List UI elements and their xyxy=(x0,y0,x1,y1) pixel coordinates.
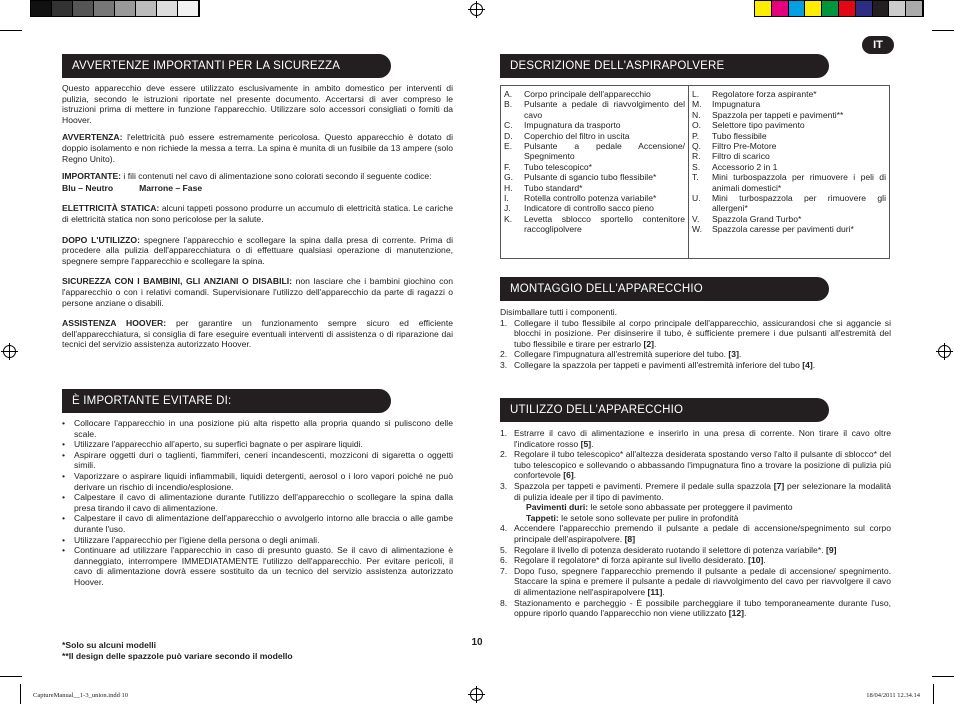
description-row xyxy=(692,193,886,214)
language-badge: IT xyxy=(862,36,894,54)
warning-text: l'elettricità può essere estremamente pericolosa. Questo apparecchio è dotato di doppio isolamento e non richiede la messa a terra. La spina è munita di un fusibile da 13 ampere (solo Regno Unito). xyxy=(62,132,453,164)
description-label: Accessorio 2 in 1 xyxy=(712,161,778,172)
description-key: V. xyxy=(692,213,700,224)
step-number: 8. xyxy=(500,597,508,608)
step-end: . xyxy=(591,438,594,449)
step-end: . xyxy=(662,586,665,597)
description-label: Tubo telescopico* xyxy=(524,161,592,172)
figure-ref: [2] xyxy=(643,338,654,349)
wire-brown: Marrone – Fase xyxy=(139,182,203,193)
after-use-text: spegnere l'apparecchio e scollegare la spina dalla presa di corrente. Prima di procedere alla pulizia dell'apparecchiatura o di effettuare qualsiasi operazione di manutenzione, spegnere sempre l'apparecchio e scollegare la spina. xyxy=(62,234,453,266)
figure-ref: [12] xyxy=(728,608,745,619)
step-end: . xyxy=(653,338,657,349)
description-label: Pulsante a pedale Accensione/ Spegnimento xyxy=(524,141,685,162)
figure-ref: [3] xyxy=(728,349,739,360)
usage-header: UTILIZZO DELL'APPARECCHIO xyxy=(500,398,829,422)
children-paragraph xyxy=(62,276,453,308)
description-label: Tubo flessibile xyxy=(712,130,767,141)
step-number: 7. xyxy=(500,565,508,576)
description-row xyxy=(692,131,886,141)
color-swatch xyxy=(755,1,772,16)
step-number: 2. xyxy=(500,449,508,460)
assistance-text: per garantire un funzionamento sempre sicuro ed efficiente dell'apparecchiatura, si consiglia di fare eseguire eventuali interventi di assistenza o di riparazione dai tecnici del servizio assistenza autorizzato Hoover. xyxy=(62,318,453,350)
crop-mark xyxy=(0,676,22,677)
description-key: G. xyxy=(504,172,514,183)
safety-intro: Questo apparecchio deve essere utilizzato esclusivamente in ambito domestico per interventi di pulizia, secondo le istruzioni riportate nel presente documento. Accertarsi di aver compreso le istruzioni prima di mettere in funzione l'apparecchio. Utilizzare solo accessori consigliati o forniti da Hoover. xyxy=(62,83,453,125)
assembly-header: MONTAGGIO DELL'APPARECCHIO xyxy=(500,277,829,301)
step-text: Collegare l'impugnatura all'estremità superiore del tubo. xyxy=(514,349,729,360)
color-swatch xyxy=(856,1,873,16)
step-item xyxy=(500,566,891,598)
gray-swatch xyxy=(52,1,73,16)
description-row xyxy=(504,162,685,172)
color-swatch xyxy=(822,1,839,16)
description-label: Mini turbospazzola per rimuovere i peli di animali domestici* xyxy=(712,172,886,193)
description-label: Levetta sblocco sportello contenitore raccoglipolvere xyxy=(524,213,685,235)
step-item xyxy=(500,349,891,360)
figure-ref: [8] xyxy=(624,533,636,544)
figure-ref: [5] xyxy=(580,438,592,449)
static-label: ELETTRICITÀ STATICA: xyxy=(62,203,160,214)
step-item xyxy=(500,545,891,556)
wire-blue: Blu – Neutro xyxy=(62,182,114,193)
description-right-col xyxy=(689,86,889,258)
registration-mark-bottom xyxy=(470,688,483,701)
floor-mode-carpet-text: le setole sono sollevate per pulire in profondità xyxy=(558,512,739,523)
gray-swatch xyxy=(178,1,199,16)
description-key: Q. xyxy=(692,141,702,152)
description-row xyxy=(692,99,886,109)
description-key: D. xyxy=(504,130,513,141)
description-row xyxy=(692,224,886,234)
description-key: H. xyxy=(504,182,513,193)
figure-ref: [6] xyxy=(563,470,574,481)
step-text: Regolare il tubo telescopico* all'altezza desiderata spostando verso l'alto il pulsante di sblocco* del tubo telescopico e sollevando o abbassando l'impugnatura fino a trovare la posizione di pulizia più confortevole xyxy=(514,449,891,481)
avoid-item: • Calpestare il cavo di alimentazione durante l'utilizzo dell'apparecchio o scollegare la spina dalla presa tirando il cavo di alimentazione. xyxy=(62,492,453,513)
description-row xyxy=(504,99,685,120)
floor-mode-hard-label: Pavimenti duri: xyxy=(526,502,589,513)
crop-mark xyxy=(933,684,934,704)
description-label: Impugnatura xyxy=(712,99,761,110)
step-item xyxy=(500,318,891,350)
description-row xyxy=(504,183,685,193)
step-end: . xyxy=(573,470,577,481)
grayscale-bar xyxy=(30,0,200,17)
step-text: Accendere l'apparecchio premendo il pulsante a pedale di accensione/spegnimento sul corpo principale dell'aspirapolvere. xyxy=(514,523,891,544)
description-key: K. xyxy=(504,213,513,224)
step-number: 1. xyxy=(500,428,508,438)
wire-codes xyxy=(62,183,453,194)
description-row xyxy=(692,214,886,224)
description-label: Spazzola caresse per pavimenti duri* xyxy=(712,224,854,235)
crop-mark xyxy=(0,30,22,31)
footer-date: 18/04/2011 12.34.14 xyxy=(866,692,920,699)
footnote-2: **Il design delle spazzole può variare secondo il modello xyxy=(62,650,293,661)
description-row xyxy=(504,193,685,203)
step-end: . xyxy=(812,359,816,370)
color-swatch xyxy=(839,1,856,16)
warning-label: AVVERTENZA: xyxy=(62,132,123,143)
step-end: . xyxy=(738,349,742,360)
avoid-item: • Calpestare il cavo di alimentazione dell'apparecchio o avvolgerlo intorno alle braccia o alle gambe durante l'uso. xyxy=(62,513,453,534)
description-label: Indicatore di controllo sacco pieno xyxy=(524,203,654,214)
description-left-col xyxy=(501,86,689,258)
gray-swatch xyxy=(157,1,178,16)
avoid-header: È IMPORTANTE EVITARE DI: xyxy=(62,389,391,413)
assembly-intro: Disimballare tutti i componenti. xyxy=(500,307,618,317)
figure-ref: [9] xyxy=(825,544,837,555)
footer-file: CaptureManual__1-3_union.indd 10 xyxy=(33,692,128,699)
step-number: 5. xyxy=(500,544,508,555)
description-key: P. xyxy=(692,130,700,141)
children-label: SICUREZZA CON I BAMBINI, GLI ANZIANI O DISABILI: xyxy=(62,276,292,287)
description-row xyxy=(692,151,886,161)
step-number: 4. xyxy=(500,523,508,534)
step-text: Collegare la spazzola per tappeti e pavimenti all'estremità inferiore del tubo xyxy=(514,359,803,370)
figure-ref: [10] xyxy=(748,555,764,566)
registration-mark-top xyxy=(470,3,483,16)
description-key: O. xyxy=(692,120,702,131)
description-label: Mini turbospazzola per rimuovere gli allergeni* xyxy=(712,193,886,214)
process-color-bar xyxy=(754,0,924,17)
description-row xyxy=(504,203,685,213)
warning-paragraph xyxy=(62,132,453,164)
footnotes xyxy=(62,640,392,661)
registration-mark-right xyxy=(938,345,951,358)
description-key: M. xyxy=(692,99,702,110)
avoid-item: • Utilizzare l'apparecchio per l'igiene della persona o degli animali. xyxy=(62,535,453,546)
crop-mark xyxy=(20,684,21,704)
assistance-label: ASSISTENZA HOOVER: xyxy=(62,318,167,329)
step-number: 3. xyxy=(500,359,508,370)
safety-header: AVVERTENZE IMPORTANTI PER LA SICUREZZA xyxy=(62,54,391,78)
floor-mode-hard xyxy=(514,502,891,513)
footnote-1 xyxy=(62,640,392,651)
floor-mode-carpet-label: Tappeti: xyxy=(526,512,559,523)
description-label: Corpo principale dell'apparecchio xyxy=(524,89,651,99)
description-row xyxy=(504,214,685,235)
description-key: E. xyxy=(504,141,513,152)
gray-swatch xyxy=(73,1,94,16)
description-row xyxy=(504,141,685,162)
description-label: Pulsante a pedale di riavvolgimento del cavo xyxy=(524,99,685,120)
step-text: Regolare il regolatore* di forza apirante sul livello desiderato. xyxy=(514,555,749,566)
description-label: Selettore tipo pavimento xyxy=(712,120,805,131)
static-text: alcuni tappeti possono produrre un accumulo di elettricità statica. Le cariche di elettricità statica non sono pericolose per la salute. xyxy=(62,203,453,224)
avoid-item: • Vaporizzare o aspirare liquidi infiammabili, liquidi detergenti, aerosol o i loro vapori poiché ne può derivare un rischio di incendio/esplosione. xyxy=(62,471,453,492)
registration-mark-left xyxy=(3,345,16,358)
description-label: Spazzola per tappeti e pavimenti** xyxy=(712,109,844,120)
step-item xyxy=(500,481,891,523)
step-text: Dopo l'uso, spegnere l'apparecchio premendo il pulsante a pedale di accensione/ spegnimento. Staccare la spina e premere il pulsante a pedale di riavvolgimento del cavo per riavvolgere il cavo di alimentazione nell'aspirapolvere xyxy=(514,565,891,597)
step-end: . xyxy=(763,555,766,566)
description-key: W. xyxy=(692,224,703,235)
color-swatch xyxy=(772,1,789,16)
description-key: R. xyxy=(692,151,701,162)
description-row xyxy=(504,120,685,130)
footnote-1-text: *Solo su alcuni modelli xyxy=(62,640,157,650)
avoid-item: • Continuare ad utilizzare l'apparecchio in caso di presunto guasto. Se il cavo di alimentazione è danneggiato, interrompere IMMEDIATAMENTE l'utilizzo dell'apparecchio. Per evitare pericoli, il cavo di alimentazione dovrà essere sostituito da un tecnico del servizio assistenza autorizzato Hoover. xyxy=(62,545,453,587)
description-label: Regolatore forza aspirante* xyxy=(712,89,817,99)
description-label: Spazzola Grand Turbo* xyxy=(712,213,802,224)
step-item xyxy=(500,428,891,449)
description-key: N. xyxy=(692,109,701,120)
children-text: non lasciare che i bambini giochino con l'apparecchio o con i relativi comandi. Supervisionare l'utilizzo dell'apparecchio da parte di ragazzi o persone anziane o disabili. xyxy=(62,276,453,308)
avoid-list xyxy=(62,418,453,588)
description-row xyxy=(692,141,886,151)
step-text: Estrarre il cavo di alimentazione e inserirlo in una presa di corrente. Non tirare il cavo oltre l'indicatore rosso xyxy=(514,428,891,449)
avoid-item: • Collocare l'apparecchio in una posizione più alta rispetto alla propria quando si puliscono delle scale. xyxy=(62,418,453,439)
description-row xyxy=(692,172,886,193)
figure-ref: [7] xyxy=(773,480,785,491)
description-key: A. xyxy=(504,89,513,99)
description-key: T. xyxy=(692,172,699,183)
description-row xyxy=(504,89,685,99)
after-use-paragraph xyxy=(62,235,453,267)
gray-swatch xyxy=(136,1,157,16)
description-key: F. xyxy=(504,161,511,172)
safety-text xyxy=(62,83,453,357)
assistance-paragraph xyxy=(62,318,453,350)
step-number: 6. xyxy=(500,555,508,566)
description-label: Tubo standard* xyxy=(524,182,583,193)
description-row xyxy=(504,131,685,141)
color-swatch xyxy=(873,1,890,16)
description-key: U. xyxy=(692,193,701,204)
floor-mode-carpet xyxy=(514,513,891,524)
color-swatch xyxy=(906,1,923,16)
description-label: Rotella controllo potenza variabile* xyxy=(524,193,657,204)
page-number: 10 xyxy=(471,637,483,648)
step-text: Stazionamento e parcheggio - È possibile parcheggiare il tubo temporaneamente durante l'uso, oppure riporlo quando l'apparecchio non viene utilizzato xyxy=(514,597,891,619)
step-number: 2. xyxy=(500,349,508,360)
color-swatch xyxy=(805,1,822,16)
gray-swatch xyxy=(31,1,52,16)
step-text: Regolare il livello di potenza desiderato ruotando il selettore di potenza variabile*. xyxy=(514,544,826,555)
static-paragraph xyxy=(62,203,453,224)
description-table xyxy=(500,85,890,259)
assembly-text xyxy=(500,307,891,371)
step-item xyxy=(500,523,891,544)
description-label: Pulsante di sgancio tubo flessibile* xyxy=(524,172,657,183)
description-label: Filtro Pre-Motore xyxy=(712,141,777,152)
step-item xyxy=(500,360,891,371)
description-label: Filtro di scarico xyxy=(712,151,770,162)
description-row xyxy=(692,110,886,120)
description-label: Coperchio del filtro in uscita xyxy=(524,130,630,141)
floor-mode-hard-text: le setole sono abbassate per proteggere il pavimento xyxy=(588,502,793,513)
step-number: 3. xyxy=(500,480,508,491)
gray-swatch xyxy=(94,1,115,16)
description-label: Impugnatura da trasporto xyxy=(524,120,621,131)
usage-text xyxy=(500,428,891,619)
important-paragraph xyxy=(62,171,453,182)
step-end: per selezionare la modalità di pulizia ideale per il tipo di pavimento. xyxy=(514,480,892,502)
crop-mark xyxy=(932,676,954,677)
important-text: i fili contenuti nel cavo di alimentazione sono colorati secondo il seguente codice: xyxy=(121,171,432,182)
description-key: C. xyxy=(504,120,513,131)
avoid-item: • Utilizzare l'apparecchio all'aperto, su superfici bagnate o per aspirare liquidi. xyxy=(62,439,453,450)
description-row xyxy=(692,89,886,99)
color-swatch xyxy=(789,1,806,16)
gray-swatch xyxy=(115,1,136,16)
description-key: B. xyxy=(504,99,513,110)
description-row xyxy=(692,162,886,172)
step-item xyxy=(500,449,891,481)
figure-ref: [4] xyxy=(802,359,813,370)
description-row xyxy=(692,120,886,130)
description-key: J. xyxy=(504,203,511,214)
avoid-item: • Aspirare oggetti duri o taglienti, fiammiferi, ceneri incandescenti, mozziconi di sigaretta o oggetti simili. xyxy=(62,450,453,471)
step-number: 1. xyxy=(500,317,508,328)
description-key: S. xyxy=(692,161,701,172)
step-item xyxy=(500,555,891,566)
description-row xyxy=(504,172,685,182)
important-label: IMPORTANTE: xyxy=(62,171,122,182)
step-text: Spazzola per tappeti e pavimenti. Premere il pedale sulla spazzola xyxy=(514,480,774,491)
description-key: L. xyxy=(692,89,700,99)
crop-mark xyxy=(932,30,954,31)
figure-ref: [11] xyxy=(647,586,663,597)
step-item xyxy=(500,598,891,619)
description-header: DESCRIZIONE DELL'ASPIRAPOLVERE xyxy=(500,54,829,78)
color-swatch xyxy=(889,1,906,16)
description-key: I. xyxy=(504,193,509,204)
step-end: . xyxy=(744,608,747,619)
after-use-label: DOPO L'UTILIZZO: xyxy=(62,234,140,245)
step-text: Collegare il tubo flessibile al corpo principale dell'apparecchio, assicurandosi che si aggancie si blocchi in posizione. Per disinserire il tubo, è sufficiente premere i due pulsanti all'estremità del tubo flessibile e tirare per estrarlo xyxy=(514,317,891,349)
